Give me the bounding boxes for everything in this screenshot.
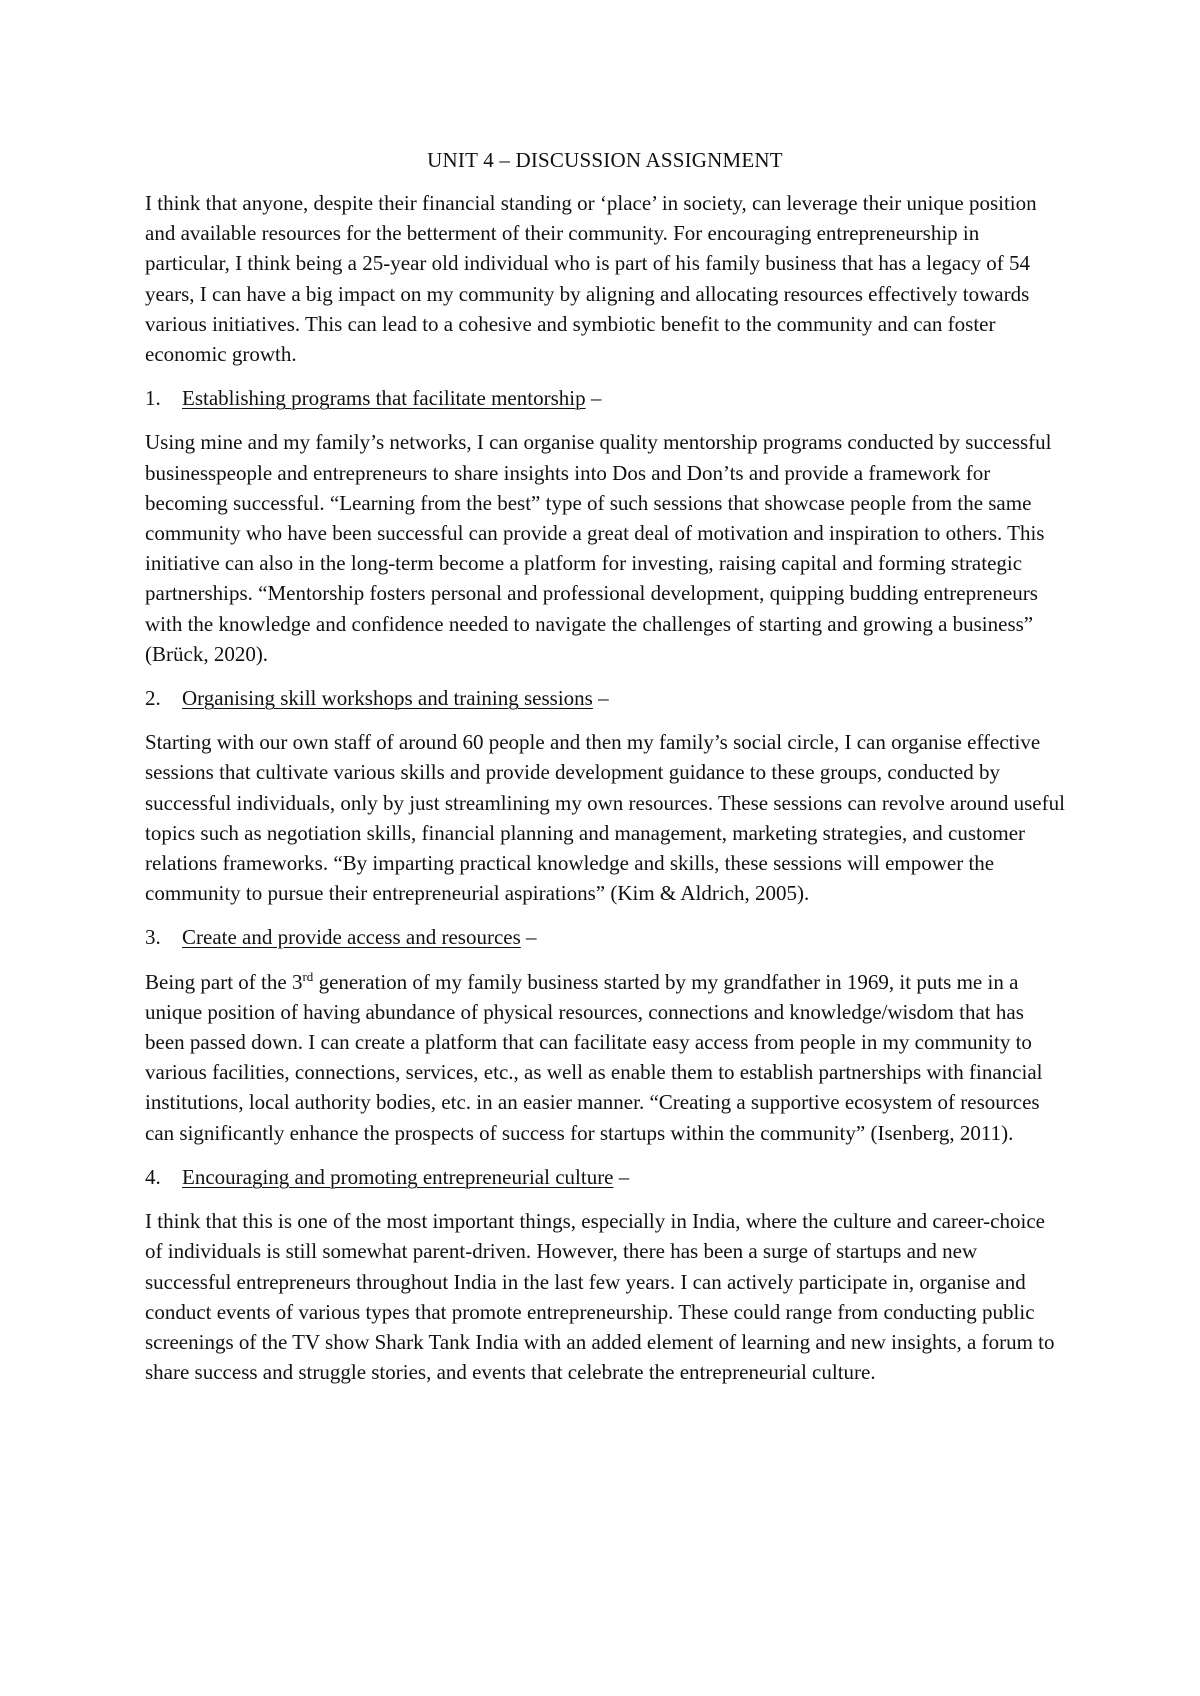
section-body-4: I think that this is one of the most important things, especially in India, where the culture and career-choice of individuals is still somewhat parent-driven. However, there has been a surge of startups and new successful entrepreneurs throughout India in the last few years. I can actively participate in, organise and conduct events of various types that promote entrepreneurship. These could range from conducting public screenings of the TV show Shark Tank India with an added element of learning and new insights, a forum to share success and struggle stories, and events that celebrate the entrepreneurial culture. [145, 1209, 1055, 1385]
section-heading-text: Organising skill workshops and training sessions [182, 686, 593, 711]
section-number: 1. [145, 386, 161, 411]
section-body-3 [145, 967, 1065, 1148]
page-title: UNIT 4 – DISCUSSION ASSIGNMENT [427, 148, 783, 172]
section-number: 2. [145, 686, 161, 711]
section-body-2: Starting with our own staff of around 60 people and then my family’s social circle, I can organise effective sessions that cultivate various skills and provide development guidance to these groups, conducted by successful individuals, only by just streamlining my own resources. These sessions can revolve around useful topics such as negotiation skills, financial planning and management, marketing strategies, and customer relations frameworks. “By imparting practical knowledge and skills, these sessions will empower the community to pursue their entrepreneurial aspirations” (Kim & Aldrich, 2005). [145, 730, 1065, 906]
section-heading-dash: – [613, 1164, 630, 1189]
section-number: 3. [145, 925, 161, 950]
section-heading-1 [145, 383, 1065, 413]
section-heading-2 [145, 683, 1065, 713]
section-body-1: Using mine and my family’s networks, I can organise quality mentorship programs conducted by successful businesspeople and entrepreneurs to share insights into Dos and Don’ts and provide a framework for becoming successful. “Learning from the best” type of such sessions that showcase people from the same community who have been successful can provide a great deal of motivation and inspiration to others. This initiative can also in the long-term become a platform for investing, raising capital and forming strategic partnerships. “Mentorship fosters personal and professional development, quipping budding entrepreneurs with the knowledge and confidence needed to navigate the challenges of starting and growing a business” (Brück, 2020). [145, 430, 1052, 666]
section-heading-dash: – [592, 686, 609, 711]
section-heading-text: Create and provide access and resources [182, 925, 521, 950]
section-number: 4. [145, 1164, 161, 1189]
section-heading-text: Establishing programs that facilitate mentorship [182, 386, 586, 411]
section-heading-3 [145, 922, 1065, 952]
document-body [145, 145, 1065, 1401]
body-text-pre: Being part of the 3 [145, 969, 303, 994]
section-heading-text: Encouraging and promoting entrepreneurial culture [182, 1164, 614, 1189]
section-heading-dash: – [520, 925, 537, 950]
intro-paragraph: I think that anyone, despite their financial standing or ‘place’ in society, can leverage their unique position and available resources for the betterment of their community. For encouraging entrepreneurship in particular, I think being a 25-year old individual who is part of his family business that has a legacy of 54 years, I can have a big impact on my community by aligning and allocating resources effectively towards various initiatives. This can lead to a cohesive and symbiotic benefit to the community and can foster economic growth. [145, 191, 1037, 367]
section-heading-dash: – [585, 386, 602, 411]
ordinal-superscript: rd [302, 968, 314, 984]
body-text-post: generation of my family business started by my grandfather in 1969, it puts me in a unique position of having abundance of physical resources, connections and knowledge/wisdom that has been passed down. I can create a platform that can facilitate easy access from people in my community to various facilities, connections, services, etc., as well as enable them to establish partnerships with financial institutions, local authority bodies, etc. in an easier manner. “Creating a supportive ecosystem of resources can significantly enhance the prospects of success for startups within the community” (Isenberg, 2011). [145, 969, 1043, 1145]
section-heading-4 [145, 1162, 1065, 1192]
